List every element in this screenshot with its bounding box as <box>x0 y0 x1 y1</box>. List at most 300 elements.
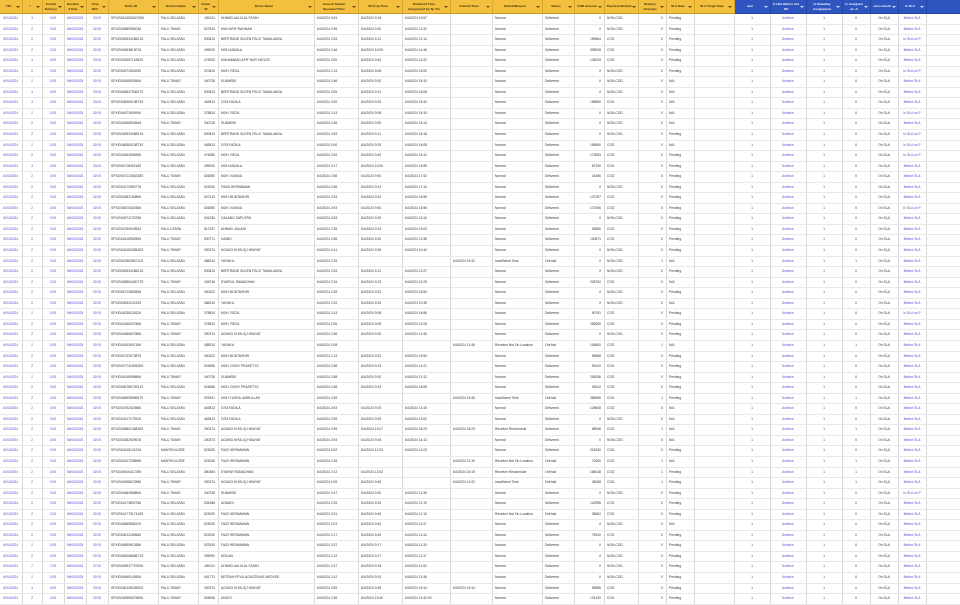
cell-delivered_time[interactable]: 6/4/2024 13:03 <box>402 224 450 235</box>
cell-order_id[interactable]: SPXID04265714352S <box>108 56 158 67</box>
cell-cod_amount[interactable]: 173833 <box>574 151 604 162</box>
cell-cod_amount[interactable]: 0 <box>574 246 604 257</box>
cell-sum_onhold[interactable]: On SLA <box>870 182 898 193</box>
cell-sla_target_date[interactable] <box>694 14 734 25</box>
cell-is_hire_before_cutoff[interactable]: Achieve <box>770 383 806 394</box>
cell-onhold_reason[interactable]: Normal <box>492 267 542 278</box>
cell-is_assigned_at_3[interactable]: 0 <box>842 246 870 257</box>
cell-pick_up_time[interactable]: 6/4/2024 9:45 <box>358 478 402 489</box>
cell-onhold_reason[interactable]: Normal <box>492 288 542 299</box>
cell-time_recv[interactable]: 03:00 <box>86 14 108 25</box>
cell-sla_date[interactable]: Pending <box>666 14 694 25</box>
cell-onhold_reason[interactable]: Normal <box>492 130 542 141</box>
cell-driver_id[interactable]: 340728 <box>198 119 218 130</box>
cell-delivery_attempts[interactable]: 0 <box>638 351 666 362</box>
cell-status[interactable]: Delivered <box>542 130 574 141</box>
cell-pick_up_time[interactable]: 6/4/2024 19:27 <box>358 425 402 436</box>
cell-trailing[interactable] <box>926 214 960 225</box>
cell-sum[interactable]: 1 <box>734 161 770 172</box>
cell-is_sla[interactable]: Before SLA <box>898 288 926 299</box>
cell-district_name[interactable]: PALU TIMUR <box>158 425 198 436</box>
cell-num[interactable]: 2 <box>22 594 42 605</box>
cell-current_station_received_time[interactable]: 6/4/2024 2:58 <box>314 383 358 394</box>
cell-trailing[interactable] <box>926 140 960 151</box>
cell-pick_up_time[interactable]: 6/4/2024 9:30 <box>358 119 402 130</box>
cell-sla_target_date[interactable] <box>694 77 734 88</box>
cell-delivery_attempts[interactable]: 0 <box>638 330 666 341</box>
cell-sum_onhold[interactable]: On SLA <box>870 309 898 320</box>
column-header-district_name[interactable] <box>158 0 198 14</box>
cell-sla_target_date[interactable] <box>694 467 734 478</box>
cell-time_recv[interactable]: 02:00 <box>86 446 108 457</box>
cell-is_sameday_assignment[interactable]: 1 <box>806 56 842 67</box>
cell-is_sameday_assignment[interactable]: 1 <box>806 182 842 193</box>
cell-transit_delivery[interactable]: 2:00 <box>42 425 64 436</box>
cell-sla_date[interactable]: Pending <box>666 583 694 594</box>
cell-timestamp_sla[interactable]: 6/04/2024 <box>0 456 22 467</box>
cell-delivered_time[interactable]: 6/4/2024 17:10 <box>402 182 450 193</box>
cell-district_name[interactable]: PALU TIMUR <box>158 583 198 594</box>
cell-cod_amount[interactable]: 289060 <box>574 319 604 330</box>
cell-pick_up_time[interactable]: 6/4/2024 9:30 <box>358 330 402 341</box>
cell-payment_method[interactable]: COD <box>604 467 638 478</box>
cell-status[interactable]: Delivered <box>542 14 574 25</box>
cell-onhold_time[interactable] <box>450 541 492 552</box>
cell-status[interactable]: OnHold <box>542 467 574 478</box>
cell-delivered_time[interactable]: 6/4/2024 13:46 <box>402 572 450 583</box>
cell-sla_target_date[interactable] <box>694 235 734 246</box>
cell-delivered_time[interactable]: 6/4/2024 16:13 <box>402 119 450 130</box>
cell-onhold_reason[interactable]: Normal <box>492 383 542 394</box>
cell-onhold_time[interactable] <box>450 446 492 457</box>
cell-driver_id[interactable]: 378810 <box>198 108 218 119</box>
cell-sum[interactable]: 1 <box>734 151 770 162</box>
cell-trailing[interactable] <box>926 404 960 415</box>
cell-district_name[interactable]: PALU SELATAN <box>158 98 198 109</box>
cell-receive_date[interactable]: 06/04/2024 <box>64 298 86 309</box>
cell-driver_name[interactable]: SUMARDI <box>218 488 314 499</box>
cell-delivery_attempts[interactable]: 0 <box>638 520 666 531</box>
cell-num[interactable]: 2 <box>22 298 42 309</box>
cell-num[interactable]: 3 <box>22 56 42 67</box>
cell-sum_onhold[interactable]: On SLA <box>870 172 898 183</box>
cell-sum[interactable]: 1 <box>734 298 770 309</box>
cell-delivered_time[interactable]: 6/4/2024 14:22 <box>402 56 450 67</box>
cell-delivery_attempts[interactable]: 1 <box>638 456 666 467</box>
cell-payment_method[interactable]: NON-COD <box>604 330 638 341</box>
cell-is_assigned_at_3[interactable]: 0 <box>842 583 870 594</box>
cell-sum[interactable]: 1 <box>734 98 770 109</box>
cell-is_hire_before_cutoff[interactable]: Achieve <box>770 14 806 25</box>
table-row[interactable] <box>0 298 960 309</box>
cell-cod_amount[interactable]: 88946 <box>574 425 604 436</box>
cell-sum[interactable]: 1 <box>734 309 770 320</box>
cell-is_sla[interactable]: Before SLA <box>898 509 926 520</box>
cell-payment_method[interactable]: COD <box>604 151 638 162</box>
cell-status[interactable]: OnHold <box>542 393 574 404</box>
cell-order_id[interactable]: SPXID04732073875 <box>108 351 158 362</box>
cell-delivery_attempts[interactable]: 0 <box>638 404 666 415</box>
cell-trailing[interactable] <box>926 351 960 362</box>
cell-receive_date[interactable]: 06/04/2024 <box>64 24 86 35</box>
cell-status[interactable]: Delivered <box>542 98 574 109</box>
cell-sla_date[interactable]: Pending <box>666 488 694 499</box>
cell-current_station_received_time[interactable]: 6/4/2024 2:53 <box>314 267 358 278</box>
cell-current_station_received_time[interactable]: 6/4/2024 2:08 <box>314 340 358 351</box>
cell-is_sameday_assignment[interactable]: 1 <box>806 77 842 88</box>
cell-is_hire_before_cutoff[interactable]: Achieve <box>770 478 806 489</box>
cell-is_sameday_assignment[interactable]: 1 <box>806 130 842 141</box>
cell-is_assigned_at_3[interactable]: 0 <box>842 435 870 446</box>
cell-order_id[interactable]: SPXID04889982036 <box>108 24 158 35</box>
cell-sla_date[interactable]: Pending <box>666 541 694 552</box>
cell-onhold_time[interactable] <box>450 298 492 309</box>
cell-order_id[interactable]: SPXID04752424586 <box>108 404 158 415</box>
cell-district_name[interactable]: PALU SELATAN <box>158 140 198 151</box>
cell-order_id[interactable]: SPXID04838013873S <box>108 98 158 109</box>
cell-delivery_attempts[interactable]: 0 <box>638 562 666 573</box>
table-row[interactable] <box>0 151 960 162</box>
cell-timestamp_sla[interactable]: 6/04/2024 <box>0 594 22 605</box>
cell-pick_up_time[interactable]: 6/4/2024 13:40 <box>358 594 402 605</box>
cell-time_recv[interactable]: 02:00 <box>86 203 108 214</box>
cell-district_name[interactable]: PALU TIMUR <box>158 24 198 35</box>
cell-payment_method[interactable]: NON-COD <box>604 414 638 425</box>
cell-driver_id[interactable]: 330374 <box>198 478 218 489</box>
cell-pick_up_time[interactable]: 6/4/2024 9:22 <box>358 288 402 299</box>
cell-sum[interactable]: 1 <box>734 467 770 478</box>
filter-dropdown-icon[interactable] <box>836 6 840 8</box>
cell-district_name[interactable]: PALU SELATAN <box>158 203 198 214</box>
cell-is_sla[interactable]: Before SLA <box>898 583 926 594</box>
cell-num[interactable]: 2 <box>22 340 42 351</box>
cell-transit_delivery[interactable]: 2:00 <box>42 488 64 499</box>
cell-sla_target_date[interactable] <box>694 583 734 594</box>
cell-is_sla[interactable]: Before SLA <box>898 340 926 351</box>
cell-district_name[interactable]: PALU SELATAN <box>158 214 198 225</box>
cell-onhold_reason[interactable]: Normal <box>492 14 542 25</box>
cell-cod_amount[interactable]: 0 <box>574 562 604 573</box>
cell-onhold_reason[interactable]: Normal <box>492 87 542 98</box>
cell-current_station_received_time[interactable]: 6/4/2024 2:25 <box>314 499 358 510</box>
cell-trailing[interactable] <box>926 119 960 130</box>
cell-delivered_time[interactable]: 6/4/2024 13:12 <box>402 372 450 383</box>
cell-sla_date[interactable]: N/A <box>666 404 694 415</box>
cell-cod_amount[interactable]: 0 <box>574 520 604 531</box>
cell-order_id[interactable]: SPXID04053405821S <box>108 130 158 141</box>
cell-delivery_attempts[interactable]: 0 <box>638 435 666 446</box>
cell-is_assigned_at_3[interactable]: 0 <box>842 151 870 162</box>
cell-cod_amount[interactable]: 0 <box>574 214 604 225</box>
cell-is_hire_before_cutoff[interactable]: Achieve <box>770 530 806 541</box>
cell-num[interactable]: 2 <box>22 193 42 204</box>
cell-is_hire_before_cutoff[interactable]: Achieve <box>770 435 806 446</box>
cell-sla_target_date[interactable] <box>694 414 734 425</box>
cell-delivery_attempts[interactable]: 0 <box>638 224 666 235</box>
column-header-status[interactable] <box>542 0 574 14</box>
cell-is_assigned_at_3[interactable]: 0 <box>842 35 870 46</box>
cell-is_assigned_at_3[interactable]: 0 <box>842 214 870 225</box>
cell-trailing[interactable] <box>926 372 960 383</box>
cell-num[interactable]: 2 <box>22 288 42 299</box>
cell-is_sameday_assignment[interactable]: 1 <box>806 572 842 583</box>
cell-onhold_time[interactable] <box>450 45 492 56</box>
cell-is_sla[interactable]: Before SLA <box>898 425 926 436</box>
cell-delivered_time[interactable]: 6/4/2024 10:57 <box>402 14 450 25</box>
cell-time_recv[interactable]: 02:00 <box>86 530 108 541</box>
table-row[interactable] <box>0 456 960 467</box>
cell-is_sameday_assignment[interactable]: 1 <box>806 14 842 25</box>
cell-sum_onhold[interactable]: On SLA <box>870 520 898 531</box>
cell-transit_delivery[interactable]: 2:00 <box>42 182 64 193</box>
cell-pick_up_time[interactable]: 6/4/2024 9:08 <box>358 66 402 77</box>
cell-trailing[interactable] <box>926 151 960 162</box>
cell-district_name[interactable]: PALU TIMUR <box>158 478 198 489</box>
cell-order_id[interactable]: SPXID04248956566 <box>108 372 158 383</box>
cell-onhold_reason[interactable]: Normal <box>492 372 542 383</box>
cell-is_sameday_assignment[interactable]: 1 <box>806 520 842 531</box>
cell-current_station_received_time[interactable]: 6/4/2024 2:41 <box>314 246 358 257</box>
table-row[interactable] <box>0 330 960 341</box>
cell-time_recv[interactable]: 02:00 <box>86 246 108 257</box>
cell-time_recv[interactable]: 02:00 <box>86 362 108 373</box>
cell-delivered_time[interactable]: 6/4/2024 13:10 <box>402 214 450 225</box>
cell-driver_id[interactable]: 512767 <box>198 224 218 235</box>
cell-time_recv[interactable]: 02:00 <box>86 298 108 309</box>
cell-driver_name[interactable]: FAIZI HERMAWAN <box>218 509 314 520</box>
cell-order_id[interactable]: SPXID04398672586 <box>108 478 158 489</box>
cell-trailing[interactable] <box>926 182 960 193</box>
cell-receive_date[interactable]: 06/04/2024 <box>64 383 86 394</box>
cell-is_hire_before_cutoff[interactable]: Achieve <box>770 193 806 204</box>
cell-is_sameday_assignment[interactable]: 1 <box>806 340 842 351</box>
cell-is_hire_before_cutoff[interactable]: Achieve <box>770 108 806 119</box>
cell-driver_name[interactable]: MOH. REZA <box>218 319 314 330</box>
cell-district_name[interactable]: PALU TIMUR <box>158 488 198 499</box>
cell-is_assigned_at_3[interactable]: 1 <box>842 478 870 489</box>
cell-current_station_received_time[interactable]: 6/4/2024 2:15 <box>314 256 358 267</box>
cell-driver_id[interactable]: 528996 <box>198 594 218 605</box>
cell-sla_target_date[interactable] <box>694 562 734 573</box>
cell-current_station_received_time[interactable]: 6/4/2024 2:53 <box>314 214 358 225</box>
cell-transit_delivery[interactable]: 2:00 <box>42 372 64 383</box>
cell-sla_date[interactable]: Pending <box>666 214 694 225</box>
cell-time_recv[interactable]: 03:00 <box>86 583 108 594</box>
cell-district_name[interactable]: PALU SELATAN <box>158 541 198 552</box>
cell-is_hire_before_cutoff[interactable]: Achieve <box>770 330 806 341</box>
cell-current_station_received_time[interactable]: 6/4/2024 2:28 <box>314 288 358 299</box>
cell-delivered_time[interactable]: 6/4/2024 14:21 <box>402 362 450 373</box>
cell-driver_name[interactable]: GITA FADILA <box>218 98 314 109</box>
cell-sla_date[interactable]: Pending <box>666 478 694 489</box>
cell-num[interactable]: 2 <box>22 214 42 225</box>
cell-time_recv[interactable]: 02:00 <box>86 182 108 193</box>
table-row[interactable] <box>0 45 960 56</box>
cell-sla_date[interactable]: Pending <box>666 309 694 320</box>
cell-is_assigned_at_3[interactable]: 0 <box>842 298 870 309</box>
cell-delivery_attempts[interactable]: 0 <box>638 362 666 373</box>
cell-is_sla[interactable]: Before SLA <box>898 161 926 172</box>
cell-is_assigned_at_3[interactable]: 1 <box>842 456 870 467</box>
cell-is_hire_before_cutoff[interactable]: Achieve <box>770 87 806 98</box>
cell-receive_date[interactable]: 06/04/2024 <box>64 309 86 320</box>
cell-onhold_time[interactable] <box>450 235 492 246</box>
cell-sla_date[interactable]: Pending <box>666 66 694 77</box>
cell-time_recv[interactable]: 02:00 <box>86 35 108 46</box>
cell-sla_target_date[interactable] <box>694 288 734 299</box>
cell-driver_name[interactable]: MOH ANZALA <box>218 45 314 56</box>
cell-current_station_received_time[interactable]: 6/4/2024 2:53 <box>314 203 358 214</box>
cell-driver_id[interactable]: 330374 <box>198 330 218 341</box>
table-row[interactable] <box>0 98 960 109</box>
cell-num[interactable]: 2 <box>22 541 42 552</box>
cell-is_assigned_at_3[interactable]: 0 <box>842 372 870 383</box>
cell-driver_id[interactable]: 450111 <box>198 14 218 25</box>
cell-delivery_attempts[interactable]: 0 <box>638 414 666 425</box>
cell-sla_target_date[interactable] <box>694 404 734 415</box>
cell-is_hire_before_cutoff[interactable]: Achieve <box>770 203 806 214</box>
table-row[interactable] <box>0 193 960 204</box>
cell-onhold_reason[interactable]: Normal <box>492 151 542 162</box>
cell-cod_amount[interactable]: 95100 <box>574 362 604 373</box>
cell-timestamp_sla[interactable]: 6/04/2024 <box>0 24 22 35</box>
cell-receive_date[interactable]: 06/04/2024 <box>64 35 86 46</box>
cell-delivery_attempts[interactable]: 0 <box>638 530 666 541</box>
cell-transit_delivery[interactable]: 2:00 <box>42 119 64 130</box>
cell-delivered_time[interactable]: 6/4/2024 12:14 <box>402 35 450 46</box>
cell-delivery_attempts[interactable]: 0 <box>638 203 666 214</box>
cell-is_assigned_at_3[interactable]: 0 <box>842 383 870 394</box>
cell-num[interactable]: 2 <box>22 130 42 141</box>
cell-sum[interactable]: 1 <box>734 351 770 362</box>
cell-timestamp_sla[interactable]: 6/04/2024 <box>0 140 22 151</box>
cell-is_sameday_assignment[interactable]: 1 <box>806 151 842 162</box>
cell-driver_name[interactable]: AHMAD AULIA AL FATAH <box>218 14 314 25</box>
cell-time_recv[interactable]: 02:00 <box>86 478 108 489</box>
cell-sla_target_date[interactable] <box>694 425 734 436</box>
cell-pick_up_time[interactable]: 6/4/2024 9:25 <box>358 140 402 151</box>
cell-pick_up_time[interactable]: 6/4/2024 9:40 <box>358 520 402 531</box>
cell-sla_target_date[interactable] <box>694 446 734 457</box>
cell-delivery_attempts[interactable]: 0 <box>638 298 666 309</box>
cell-sum[interactable]: 1 <box>734 404 770 415</box>
cell-num[interactable]: 2 <box>22 319 42 330</box>
cell-driver_name[interactable]: SUMARDI <box>218 119 314 130</box>
cell-is_sla[interactable]: Before SLA <box>898 214 926 225</box>
cell-delivery_attempts[interactable]: 0 <box>638 151 666 162</box>
cell-num[interactable]: 3 <box>22 161 42 172</box>
cell-cod_amount[interactable]: 75942 <box>574 530 604 541</box>
table-row[interactable] <box>0 435 960 446</box>
cell-is_hire_before_cutoff[interactable]: Achieve <box>770 66 806 77</box>
cell-cod_amount[interactable]: 0 <box>574 551 604 562</box>
cell-is_hire_before_cutoff[interactable]: Achieve <box>770 456 806 467</box>
cell-num[interactable]: 2 <box>22 572 42 583</box>
cell-pick_up_time[interactable]: 6/4/2024 9:40 <box>358 56 402 67</box>
cell-is_assigned_at_3[interactable]: 0 <box>842 14 870 25</box>
cell-payment_method[interactable]: COD <box>604 372 638 383</box>
cell-sla_target_date[interactable] <box>694 478 734 489</box>
cell-payment_method[interactable]: COD <box>604 319 638 330</box>
cell-timestamp_sla[interactable]: 6/04/2024 <box>0 404 22 415</box>
cell-trailing[interactable] <box>926 583 960 594</box>
cell-status[interactable]: Delivered <box>542 351 574 362</box>
cell-district_name[interactable]: PALU SELATAN <box>158 499 198 510</box>
cell-sum_onhold[interactable]: On SLA <box>870 414 898 425</box>
cell-sum[interactable]: 1 <box>734 541 770 552</box>
cell-payment_method[interactable]: COD <box>604 404 638 415</box>
cell-payment_method[interactable]: NON-COD <box>604 246 638 257</box>
cell-driver_id[interactable]: 524856 <box>198 362 218 373</box>
cell-delivery_attempts[interactable]: 1 <box>638 478 666 489</box>
cell-district_name[interactable]: PALU SELATAN <box>158 161 198 172</box>
cell-num[interactable]: 3 <box>22 583 42 594</box>
cell-sla_target_date[interactable] <box>694 193 734 204</box>
cell-receive_date[interactable]: 06/04/2024 <box>64 267 86 278</box>
cell-transit_delivery[interactable]: 2:00 <box>42 446 64 457</box>
cell-trailing[interactable] <box>926 108 960 119</box>
cell-is_sameday_assignment[interactable]: 1 <box>806 541 842 552</box>
cell-current_station_received_time[interactable]: 6/4/2024 2:12 <box>314 572 358 583</box>
cell-pick_up_time[interactable]: 6/4/2024 9:30 <box>358 488 402 499</box>
cell-sla_date[interactable]: Pending <box>666 446 694 457</box>
cell-is_sla[interactable]: In SLA on P <box>898 66 926 77</box>
cell-sla_date[interactable]: Pending <box>666 383 694 394</box>
cell-is_sla[interactable]: Before SLA <box>898 182 926 193</box>
cell-current_station_received_time[interactable]: 6/4/2024 2:46 <box>314 77 358 88</box>
cell-sum_onhold[interactable]: On SLA <box>870 340 898 351</box>
cell-pick_up_time[interactable]: 6/4/2024 9:34 <box>358 499 402 510</box>
cell-cod_amount[interactable]: 100871 <box>574 235 604 246</box>
cell-is_sameday_assignment[interactable]: 1 <box>806 509 842 520</box>
cell-receive_date[interactable]: 06/04/2024 <box>64 425 86 436</box>
cell-time_recv[interactable]: 07:00 <box>86 562 108 573</box>
cell-onhold_reason[interactable]: Normal <box>492 404 542 415</box>
cell-cod_amount[interactable]: 0 <box>574 414 604 425</box>
cell-onhold_reason[interactable]: Normal <box>492 172 542 183</box>
cell-trailing[interactable] <box>926 224 960 235</box>
cell-sla_target_date[interactable] <box>694 214 734 225</box>
cell-receive_date[interactable]: 06/04/2024 <box>64 456 86 467</box>
cell-trailing[interactable] <box>926 235 960 246</box>
cell-is_sameday_assignment[interactable]: 1 <box>806 98 842 109</box>
table-row[interactable] <box>0 246 960 257</box>
cell-timestamp_sla[interactable]: 6/04/2024 <box>0 119 22 130</box>
cell-is_sla[interactable]: In SLA on P <box>898 108 926 119</box>
cell-timestamp_sla[interactable]: 6/04/2024 <box>0 520 22 531</box>
cell-district_name[interactable]: PALU SELATAN <box>158 562 198 573</box>
cell-status[interactable]: Delivered <box>542 583 574 594</box>
cell-trailing[interactable] <box>926 246 960 257</box>
cell-is_hire_before_cutoff[interactable]: Achieve <box>770 583 806 594</box>
cell-payment_method[interactable]: NON-COD <box>604 14 638 25</box>
cell-order_id[interactable]: SPXID04855440077S <box>108 277 158 288</box>
cell-is_sameday_assignment[interactable]: 1 <box>806 203 842 214</box>
column-header-is_assigned_at_3[interactable] <box>842 0 870 14</box>
cell-payment_method[interactable]: COD <box>604 393 638 404</box>
cell-sla_target_date[interactable] <box>694 130 734 141</box>
column-header-sum[interactable] <box>734 0 770 14</box>
cell-transit_delivery[interactable]: 2:00 <box>42 203 64 214</box>
cell-onhold_time[interactable]: 6/4/2024 19:31 <box>450 256 492 267</box>
cell-pick_up_time[interactable]: 6/4/2024 9:45 <box>358 583 402 594</box>
cell-time_recv[interactable]: 03:00 <box>86 161 108 172</box>
cell-sum[interactable]: 1 <box>734 530 770 541</box>
cell-driver_id[interactable]: 526550 <box>198 203 218 214</box>
cell-delivered_time[interactable]: 6/4/2024 12:10 <box>402 509 450 520</box>
cell-current_station_received_time[interactable]: 6/4/2024 2:59 <box>314 393 358 404</box>
cell-timestamp_sla[interactable]: 6/04/2024 <box>0 478 22 489</box>
